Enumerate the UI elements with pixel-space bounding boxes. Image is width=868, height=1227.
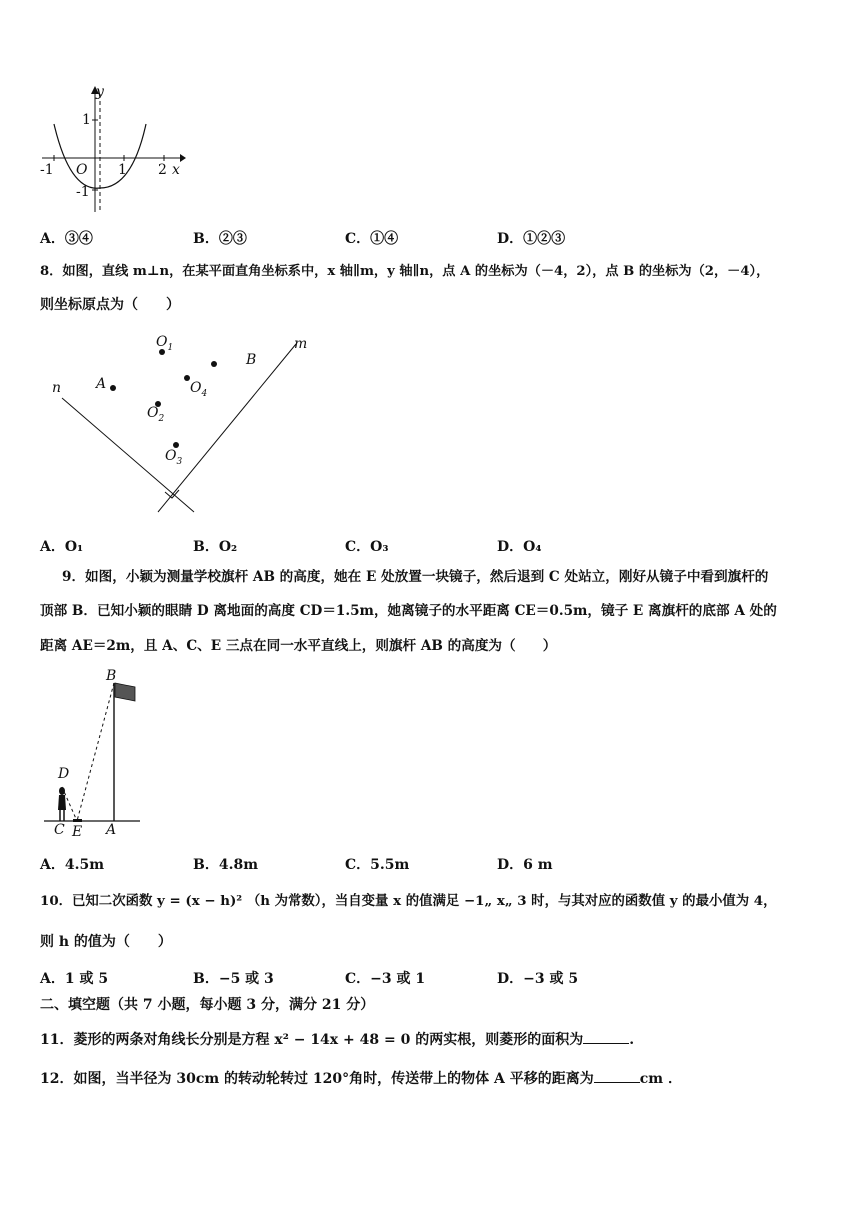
q9-option-d[interactable]: D．6 m [497, 857, 553, 873]
q7-origin: O [76, 162, 88, 178]
q8-option-b[interactable]: B．O₂ [193, 539, 238, 555]
q9-label-e: E [72, 824, 83, 840]
q9-label-d: D [58, 766, 70, 782]
q8-option-c[interactable]: C．O₃ [345, 539, 389, 555]
q8-option-d[interactable]: D．O₄ [497, 539, 542, 555]
q9-text-line3: 距离 AE＝2m，且 A、C、E 三点在同一水平直线上，则旗杆 AB 的高度为（ ） [40, 638, 557, 654]
q9-option-a[interactable]: A．4.5m [40, 857, 105, 873]
q8-label-o1: $O_1$ [156, 334, 174, 353]
q10-option-a[interactable]: A．1 或 5 [40, 971, 109, 987]
q8-label-o4: $O_4$ [190, 380, 208, 399]
q8-label-o3: $O_3$ [165, 448, 183, 467]
q7-tick-2-x: 2 [158, 162, 167, 178]
q7-x-label: x [172, 162, 180, 178]
section-fill-in-heading: 二、填空题（共 7 小题，每小题 3 分，满分 21 分） [40, 997, 375, 1013]
q8-perpendicular-lines-figure [40, 330, 320, 520]
q10-option-c[interactable]: C．−3 或 1 [345, 971, 426, 987]
q9-text-line1: 9．如图，小颖为测量学校旗杆 AB 的高度，她在 E 处放置一块镜子，然后退到 C 处站立，刚好从镜子中看到旗杆的 [62, 569, 769, 585]
q7-y-label: y [96, 84, 104, 100]
q10-option-d[interactable]: D．−3 或 5 [497, 971, 579, 987]
q8-option-a[interactable]: A．O₁ [40, 539, 84, 555]
q10-text-line2: 则 h 的值为（ ） [40, 934, 172, 950]
q7-option-b[interactable]: B．②③ [193, 231, 247, 247]
q8-label-a: A [96, 376, 107, 392]
q8-text-line2: 则坐标原点为（ ） [40, 297, 180, 313]
q9-flagpole-figure [40, 665, 150, 840]
q11-text-after: . [629, 1032, 635, 1048]
q7-tick-m1-y: -1 [76, 184, 90, 200]
q10-text-line1: 10．已知二次函数 y = (x − h)² （h 为常数），当自变量 x 的值满足 −1„ x„ 3 时，与其对应的函数值 y 的最小值为 4， [40, 893, 777, 909]
q8-label-o2: $O_2$ [147, 405, 165, 424]
q11-answer-blank[interactable] [583, 1029, 629, 1044]
q8-text-line1: 8．如图，直线 m⊥n，在某平面直角坐标系中，x 轴∥m，y 轴∥n，点 A 的坐标为（－4，2），点 B 的坐标为（2，－4）， [40, 264, 770, 279]
q12-answer-blank[interactable] [594, 1068, 640, 1083]
q9-label-a: A [106, 822, 117, 838]
q10-option-b[interactable]: B．−5 或 3 [193, 971, 274, 987]
q8-label-n: n [52, 380, 62, 396]
q9-text-line2: 顶部 B．已知小颖的眼睛 D 离地面的高度 CD＝1.5m，她离镜子的水平距离 CE＝0.5m，镜子 E 离旗杆的底部 A 处的 [40, 603, 777, 619]
q12-text-before: 12．如图，当半径为 30cm 的转动轮转过 120°角时，传送带上的物体 A 平移的距离为 [40, 1071, 594, 1087]
q11-text-before: 11．菱形的两条对角线长分别是方程 x² − 14x + 48 = 0 的两实根，则菱形的面积为 [40, 1032, 584, 1048]
q7-tick-1-x: 1 [118, 162, 127, 178]
q7-option-d[interactable]: D．①②③ [497, 231, 566, 247]
q7-parabola-graph [40, 84, 190, 214]
q9-option-c[interactable]: C．5.5m [345, 857, 410, 873]
q9-label-c: C [54, 822, 65, 838]
q12-text [40, 1068, 682, 1089]
q11-text [40, 1029, 634, 1050]
q12-text-after: cm ． [639, 1071, 682, 1087]
q9-option-b[interactable]: B．4.8m [193, 857, 259, 873]
q9-label-b: B [106, 668, 117, 684]
q7-tick-m1-x: -1 [40, 162, 54, 178]
q8-label-m: m [294, 336, 308, 352]
q7-tick-1: 1 [82, 112, 91, 128]
q7-option-c[interactable]: C．①④ [345, 231, 399, 247]
q8-label-b: B [246, 352, 257, 368]
q7-option-a[interactable]: A．③④ [40, 231, 93, 247]
